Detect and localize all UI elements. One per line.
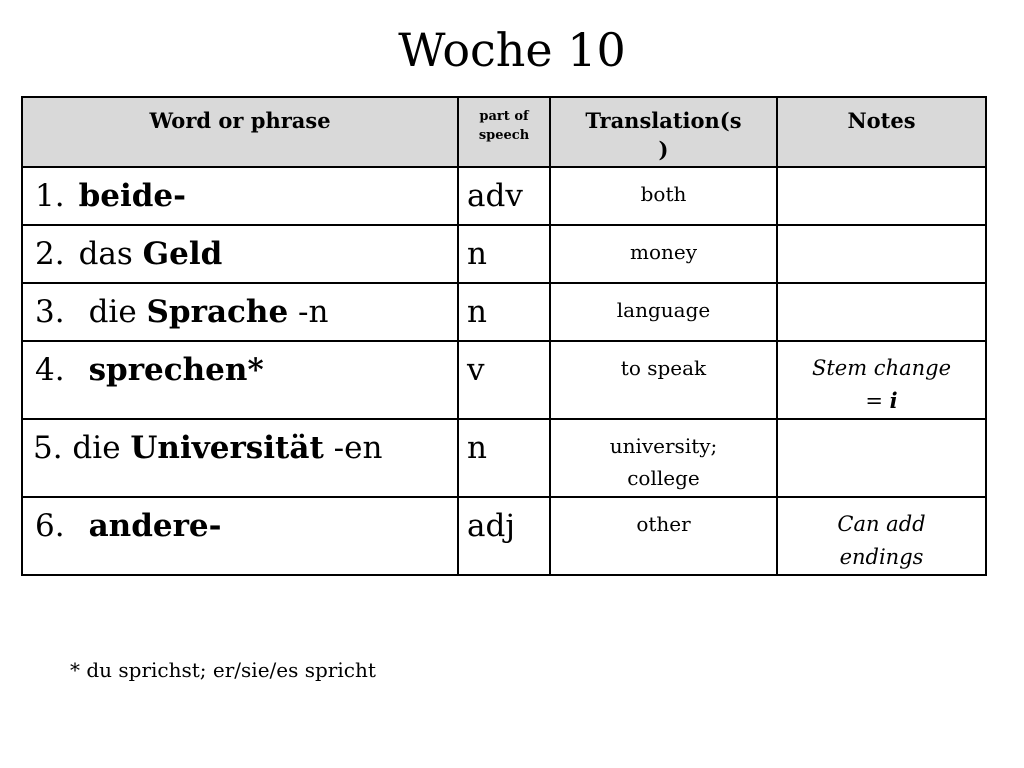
translation-line1: university; (609, 434, 718, 458)
word-article: die (88, 294, 147, 330)
row-number: 1. (35, 178, 65, 214)
vocabulary-table (21, 96, 987, 576)
table-row (22, 341, 986, 419)
header-part-of-speech (458, 97, 550, 167)
translation-cell: language (550, 283, 777, 341)
header-trans-line1: Translation(s (585, 108, 742, 133)
word-cell (22, 225, 458, 283)
word-cell (22, 283, 458, 341)
pos-cell: n (458, 419, 550, 497)
pos-cell: n (458, 283, 550, 341)
header-trans-line2: ) (658, 137, 669, 163)
table-row (22, 167, 986, 225)
pos-cell: n (458, 225, 550, 283)
word-bold: Sprache (146, 294, 289, 330)
header-notes: Notes (777, 97, 986, 167)
table-header-row (22, 97, 986, 167)
table-row (22, 283, 986, 341)
word-cell (22, 497, 458, 575)
notes-cell (777, 497, 986, 575)
table-row (22, 497, 986, 575)
row-number: 2. (35, 236, 65, 272)
word-bold: Geld (142, 236, 223, 272)
pos-cell: adj (458, 497, 550, 575)
notes-line1: Can add (837, 512, 926, 536)
notes-cell (777, 167, 986, 225)
word-cell (22, 167, 458, 225)
translation-cell (550, 419, 777, 497)
word-cell (22, 341, 458, 419)
translation-cell: other (550, 497, 777, 575)
pos-cell: v (458, 341, 550, 419)
pos-cell: adv (458, 167, 550, 225)
translation-cell: both (550, 167, 777, 225)
notes-vowel: i (889, 387, 898, 413)
header-pos-line2: speech (478, 127, 530, 143)
word-suffix: -n (288, 294, 329, 330)
word-article: die (62, 430, 131, 466)
header-translation (550, 97, 777, 167)
header-word: Word or phrase (22, 97, 458, 167)
word-article: das (78, 236, 143, 272)
notes-cell (777, 341, 986, 419)
row-number: 4. (35, 352, 65, 388)
word-bold: andere- (88, 508, 222, 544)
notes-text: Stem change (811, 356, 952, 380)
footnote: * du sprichst; er/sie/es spricht (70, 658, 376, 682)
notes-equals: = (865, 388, 890, 413)
word-suffix: -en (323, 430, 383, 466)
table-row (22, 225, 986, 283)
row-number: 6. (35, 508, 65, 544)
header-pos-line1: part of (479, 109, 529, 124)
word-bold: Universität (130, 430, 324, 466)
word-bold: sprechen* (88, 352, 264, 388)
notes-cell (777, 419, 986, 497)
table-row (22, 419, 986, 497)
row-number: 3. (35, 294, 65, 330)
word-bold: beide- (78, 178, 187, 214)
slide-title: Woche 10 (398, 23, 626, 77)
notes-line2: endings (839, 544, 924, 569)
row-number: 5. (33, 430, 63, 466)
translation-line2: college (627, 466, 700, 490)
translation-cell: money (550, 225, 777, 283)
word-cell (22, 419, 458, 497)
translation-cell: to speak (550, 341, 777, 419)
notes-cell (777, 225, 986, 283)
notes-cell (777, 283, 986, 341)
